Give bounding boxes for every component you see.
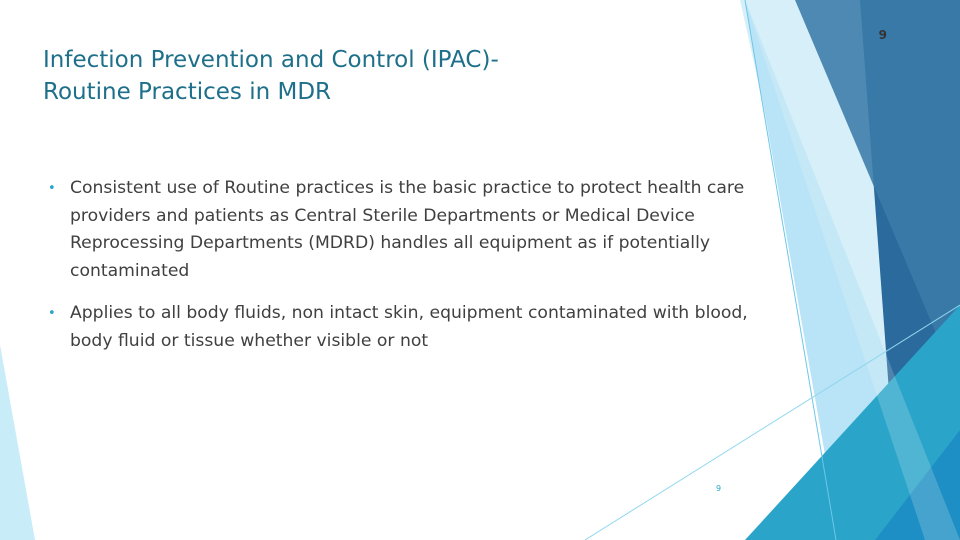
left-corner-triangle <box>0 345 35 540</box>
page-number: 9 <box>878 28 887 42</box>
bullet-text: Applies to all body fluids, non intact skin, equipment contaminated with blood, body fluid or tissue whether visible or not <box>70 303 748 351</box>
slide-title <box>43 44 703 108</box>
bullet-list <box>48 175 748 370</box>
footer-page-number: 9 <box>716 484 722 493</box>
bullet-marker: • <box>48 181 56 196</box>
title-line-2: Routine Practices in MDR <box>43 79 332 106</box>
bullet-marker: • <box>48 306 56 322</box>
bullet-text: Consistent use of Routine practices is the basic practice to protect health care providers and patients as Central Sterile Departments or Medical Device Reprocessing Departments (MDRD) handles all equipment as if potentially contaminated <box>70 178 745 281</box>
title-line-1: Infection Prevention and Control (IPAC)- <box>43 47 499 73</box>
bullet-item-body-fluids <box>48 300 748 355</box>
bullet-item-routine-practices <box>48 175 748 285</box>
